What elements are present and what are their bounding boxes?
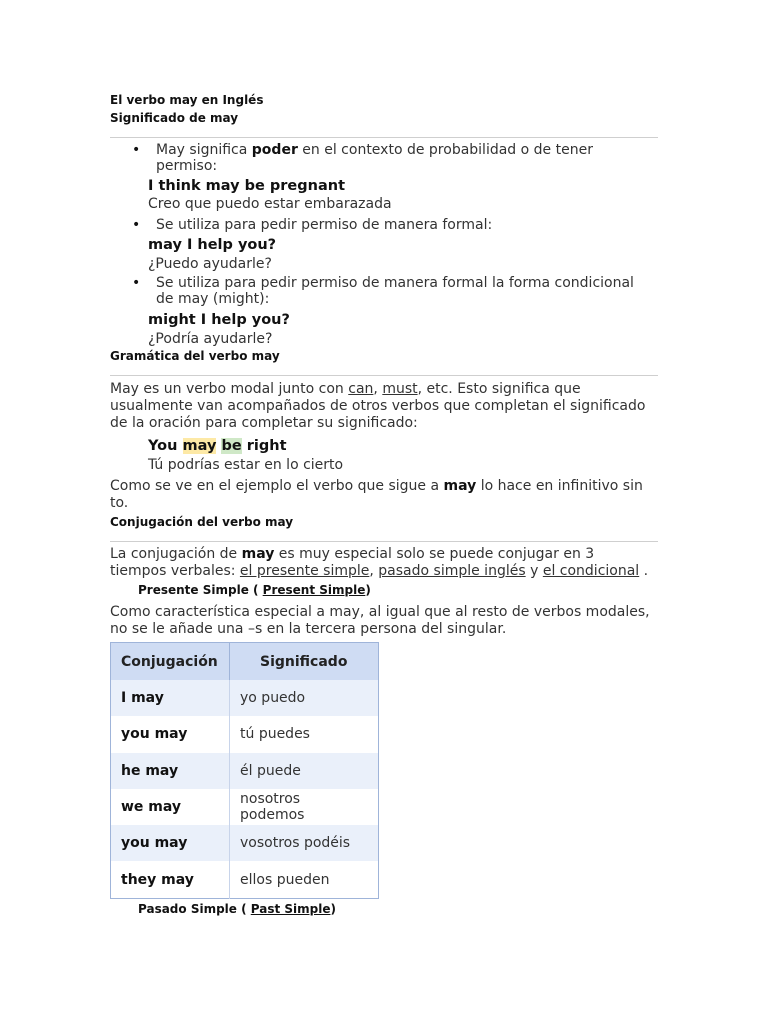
table-cell-meaning: ellos pueden xyxy=(230,861,379,898)
table-row xyxy=(111,680,379,716)
table-header-conjugacion: Conjugación xyxy=(111,643,230,681)
paragraph: La conjugación de may es muy especial solo se puede conjugar en 3 tiempos verbales: el presente simple, pasado simple inglés y el condicional . xyxy=(110,546,649,579)
divider xyxy=(110,541,658,542)
section-heading-significado: Significado de may xyxy=(110,111,239,125)
table-cell-pronoun: you may xyxy=(111,825,230,861)
table-row xyxy=(111,789,379,825)
link-condicional[interactable]: el condicional xyxy=(542,563,640,579)
highlight-be: be xyxy=(221,438,242,454)
example-sentence: I think may be pregnant xyxy=(148,178,345,194)
list-item: May significa poder en el contexto de probabilidad o de tener permiso: xyxy=(156,142,593,174)
example-translation: Tú podrías estar en lo cierto xyxy=(148,457,344,473)
section-heading-gramatica: Gramática del verbo may xyxy=(110,349,280,363)
table-row xyxy=(111,861,379,898)
paragraph: Como característica especial a may, al igual que al resto de verbos modales, no se le añade una –s en la tercera persona del singular. xyxy=(110,604,650,637)
list-item: Se utiliza para pedir permiso de manera formal la forma condicional de may (might): xyxy=(156,275,634,307)
link-can[interactable]: can xyxy=(348,381,374,397)
table-row xyxy=(111,825,379,861)
table-header-row xyxy=(111,643,379,681)
link-presente-simple[interactable]: el presente simple xyxy=(239,563,370,579)
table-header-significado: Significado xyxy=(230,643,379,681)
table-cell-meaning: tú puedes xyxy=(230,716,379,752)
section-heading-conjugacion: Conjugación del verbo may xyxy=(110,515,294,529)
table-row xyxy=(111,753,379,789)
bullet-icon: • xyxy=(132,217,141,233)
paragraph: Como se ve en el ejemplo el verbo que sigue a may lo hace en infinitivo sin to. xyxy=(110,478,643,511)
emphasis: poder xyxy=(251,142,298,158)
example-sentence: might I help you? xyxy=(148,312,290,328)
page-title: El verbo may en Inglés xyxy=(110,93,264,107)
example-sentence: may I help you? xyxy=(148,237,277,253)
example-translation: Creo que puedo estar embarazada xyxy=(148,196,392,212)
table-cell-meaning: él puede xyxy=(230,753,379,789)
table-cell-meaning: nosotros podemos xyxy=(230,789,379,825)
divider xyxy=(110,375,658,376)
table-cell-pronoun: they may xyxy=(111,861,230,898)
link-past-simple[interactable]: Past Simple xyxy=(250,902,331,916)
subheading-presente-simple: Presente Simple ( Present Simple) xyxy=(138,583,371,597)
example-sentence: You may be right xyxy=(148,438,287,454)
subheading-pasado-simple: Pasado Simple ( Past Simple) xyxy=(138,902,336,916)
list-item: Se utiliza para pedir permiso de manera formal: xyxy=(156,217,493,233)
highlight-may: may xyxy=(182,438,217,454)
table-row xyxy=(111,716,379,752)
link-pasado-simple[interactable]: pasado simple inglés xyxy=(378,563,526,579)
bullet-icon: • xyxy=(132,275,141,291)
conjugation-table xyxy=(110,642,379,899)
link-present-simple[interactable]: Present Simple xyxy=(262,583,366,597)
example-translation: ¿Podría ayudarle? xyxy=(148,331,273,347)
divider xyxy=(110,137,658,138)
example-translation: ¿Puedo ayudarle? xyxy=(148,256,272,272)
table-cell-meaning: vosotros podéis xyxy=(230,825,379,861)
table-cell-meaning: yo puedo xyxy=(230,680,379,716)
table-cell-pronoun: I may xyxy=(111,680,230,716)
bullet-icon: • xyxy=(132,142,141,158)
table-cell-pronoun: we may xyxy=(111,789,230,825)
table-cell-pronoun: he may xyxy=(111,753,230,789)
link-must[interactable]: must xyxy=(382,381,418,397)
table-cell-pronoun: you may xyxy=(111,716,230,752)
paragraph: May es un verbo modal junto con can, must, etc. Esto significa que usualmente van acompañados de otros verbos que completan el significado de la oración para completar su significado: xyxy=(110,381,646,431)
